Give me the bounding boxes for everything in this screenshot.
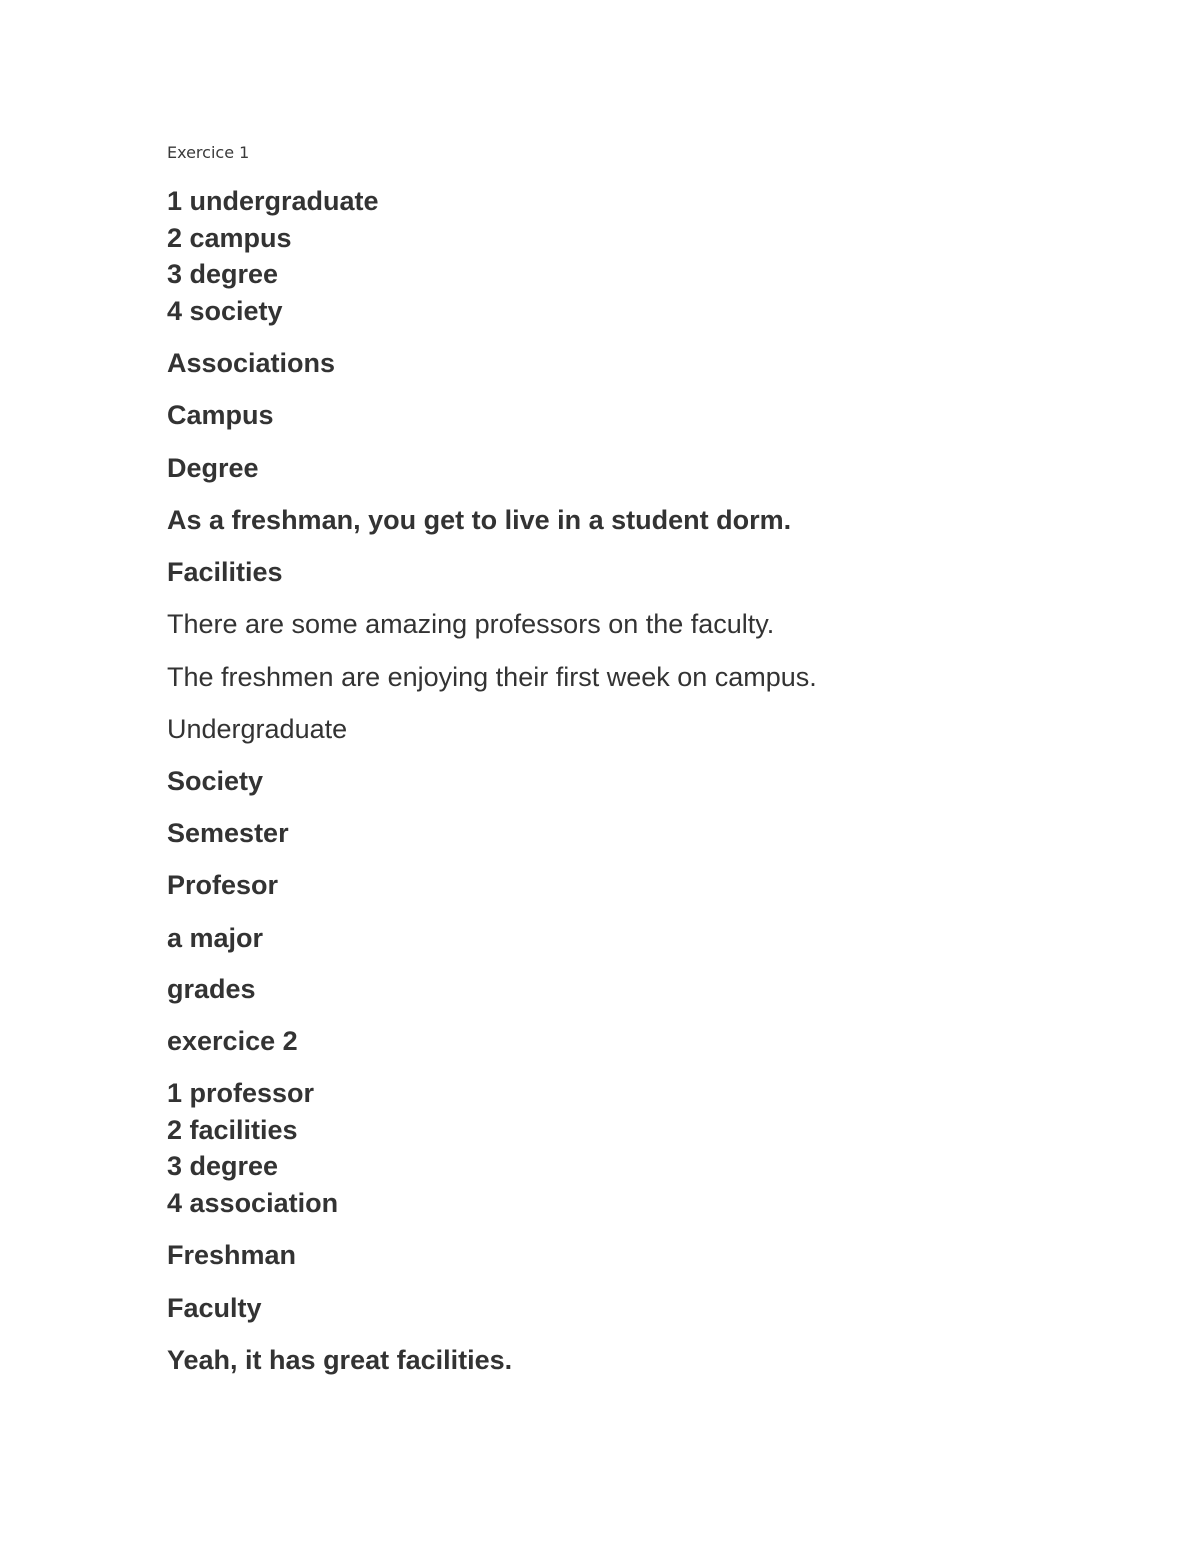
answer-profesor: Profesor [167,870,279,900]
list-item: 1 professor [167,1078,315,1108]
sentence-freshmen: The freshmen are enjoying their first week on campus. [167,662,817,692]
list-item: 4 association [167,1188,339,1218]
exercise-1-heading: Exercice 1 [167,143,250,162]
list-item: 2 facilities [167,1115,298,1145]
answer-associations: Associations [167,348,336,378]
answer-major: a major [167,923,264,953]
answer-freshman-sentence: As a freshman, you get to live in a student dorm. [167,505,792,535]
list-item: 2 campus [167,223,292,253]
list-item: 3 degree [167,1151,279,1181]
list-item: 3 degree [167,259,279,289]
answer-faculty: Faculty [167,1293,262,1323]
list-item: 4 society [167,296,283,326]
answer-freshman: Freshman [167,1240,297,1270]
exercise-2-heading: exercice 2 [167,1026,298,1056]
answer-semester: Semester [167,818,289,848]
answer-society: Society [167,766,264,796]
answer-grades: grades [167,974,256,1004]
answer-campus: Campus [167,400,274,430]
word-undergraduate: Undergraduate [167,714,348,744]
list-item: 1 undergraduate [167,186,379,216]
answer-facilities: Facilities [167,557,283,587]
answer-facilities-sentence: Yeah, it has great facilities. [167,1345,513,1375]
answer-degree: Degree [167,453,259,483]
sentence-faculty: There are some amazing professors on the faculty. [167,609,775,639]
